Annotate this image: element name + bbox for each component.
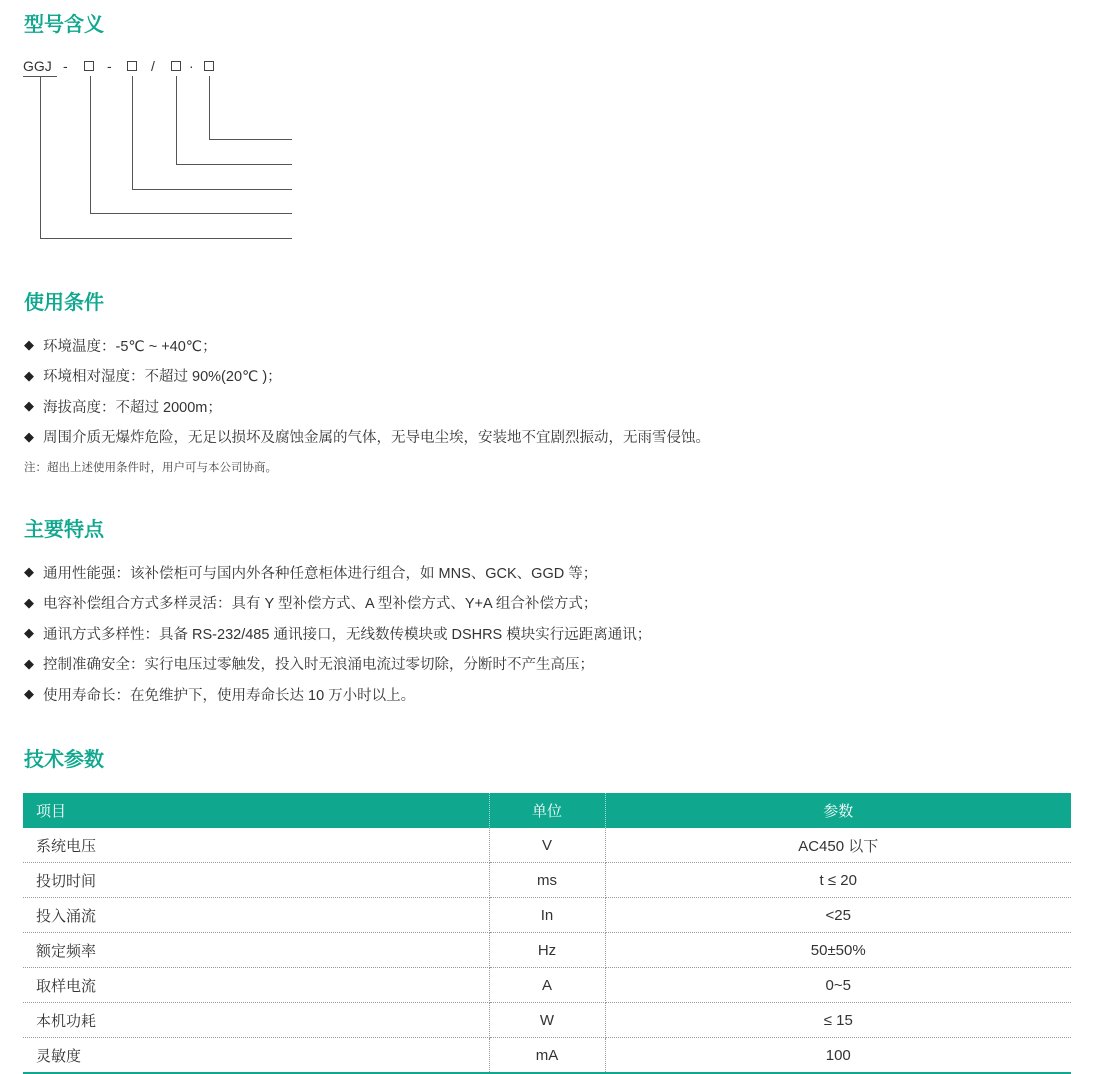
model-prefix: GGJ bbox=[23, 58, 52, 74]
table-row bbox=[23, 933, 1071, 968]
cell-item: 系统电压 bbox=[23, 828, 489, 863]
leader-line-4 bbox=[210, 76, 293, 140]
diamond-bullet-icon: ◆ bbox=[24, 337, 34, 353]
list-item: ◆ 使用寿命长：在免维护下，使用寿命长达 10 万小时以上。 bbox=[24, 686, 416, 704]
diamond-bullet-icon: ◆ bbox=[24, 625, 34, 641]
header-item: 项目 bbox=[23, 793, 489, 828]
list-item: ◆ 控制准确安全：实行电压过零触发，投入时无浪涌电流过零切除，分断时不产生高压； bbox=[24, 655, 594, 674]
diamond-bullet-icon: ◆ bbox=[24, 428, 34, 444]
cell-item: 投入涌流 bbox=[23, 898, 489, 933]
list-item: ◆ 电容补偿组合方式多样灵活：具有 Y 型补偿方式、A 型补偿方式、Y+A 组合补偿方式； bbox=[24, 594, 598, 613]
features-list bbox=[24, 557, 651, 710]
diamond-bullet-icon: ◆ bbox=[24, 564, 34, 580]
list-item: ◆ 海拔高度：不超过 2000m； bbox=[24, 398, 222, 416]
list-item: ◆ 通讯方式多样性：具备 RS-232/485 通讯接口，无线数传模块或 DSHRS 模块实行远距离通讯； bbox=[24, 625, 652, 643]
table-row bbox=[23, 1038, 1071, 1074]
table-row bbox=[23, 968, 1071, 1003]
diamond-bullet-icon: ◆ bbox=[24, 367, 34, 383]
diamond-bullet-icon: ◆ bbox=[24, 686, 34, 702]
list-item: ◆ 环境相对湿度：不超过 90%(20℃ )； bbox=[24, 367, 282, 386]
conditions-title: 使用条件 bbox=[24, 292, 104, 314]
cell-unit: ms bbox=[489, 863, 605, 898]
leader-line-1 bbox=[91, 76, 293, 214]
table-header-row bbox=[23, 793, 1071, 828]
cell-value: 0~5 bbox=[605, 968, 1071, 1003]
cell-value: t ≤ 20 bbox=[605, 863, 1071, 898]
diamond-bullet-icon: ◆ bbox=[24, 594, 34, 610]
diamond-bullet-icon: ◆ bbox=[24, 398, 34, 414]
cell-value: ≤ 15 bbox=[605, 1003, 1071, 1038]
cell-unit: A bbox=[489, 968, 605, 1003]
cell-unit: W bbox=[489, 1003, 605, 1038]
conditions-list bbox=[24, 330, 710, 452]
cell-item: 灵敏度 bbox=[23, 1038, 489, 1074]
model-separator: / bbox=[151, 58, 155, 74]
features-title: 主要特点 bbox=[24, 519, 104, 541]
table-row bbox=[23, 898, 1071, 933]
cell-value: 50±50% bbox=[605, 933, 1071, 968]
cell-unit: mA bbox=[489, 1038, 605, 1074]
cell-item: 投切时间 bbox=[23, 863, 489, 898]
leader-line-3 bbox=[177, 76, 293, 165]
list-item: ◆ 周围介质无爆炸危险，无足以损坏及腐蚀金属的气体，无导电尘埃，安装地不宜剧烈振动，无雨雪侵蚀。 bbox=[24, 428, 710, 447]
list-item: ◆ 环境温度：-5℃ ~ +40℃； bbox=[24, 337, 217, 355]
model-separator: · bbox=[189, 58, 194, 74]
cell-item: 额定频率 bbox=[23, 933, 489, 968]
leader-line-2 bbox=[133, 76, 293, 190]
header-unit: 单位 bbox=[489, 793, 605, 828]
cell-unit: V bbox=[489, 828, 605, 863]
table-row bbox=[23, 863, 1071, 898]
cell-value: 100 bbox=[605, 1038, 1071, 1074]
table-row bbox=[23, 1003, 1071, 1038]
conditions-note: 注：超出上述使用条件时，用户可与本公司协商。 bbox=[24, 462, 277, 474]
diamond-bullet-icon: ◆ bbox=[24, 655, 34, 671]
model-separator: - bbox=[63, 58, 68, 74]
list-item: ◆ 通用性能强：该补偿柜可与国内外各种任意柜体进行组合，如 MNS、GCK、GGD 等； bbox=[24, 564, 598, 582]
cell-item: 本机功耗 bbox=[23, 1003, 489, 1038]
leader-line-prefix bbox=[41, 76, 293, 239]
cell-value: AC450 以下 bbox=[605, 828, 1071, 863]
header-value: 参数 bbox=[605, 793, 1071, 828]
model-meaning-title: 型号含义 bbox=[24, 14, 104, 36]
table-row bbox=[23, 828, 1071, 863]
params-table bbox=[23, 793, 1071, 1074]
model-separator: - bbox=[107, 58, 112, 74]
params-title: 技术参数 bbox=[24, 749, 104, 771]
model-code-diagram bbox=[0, 0, 300, 245]
cell-unit: In bbox=[489, 898, 605, 933]
cell-unit: Hz bbox=[489, 933, 605, 968]
cell-item: 取样电流 bbox=[23, 968, 489, 1003]
cell-value: <25 bbox=[605, 898, 1071, 933]
